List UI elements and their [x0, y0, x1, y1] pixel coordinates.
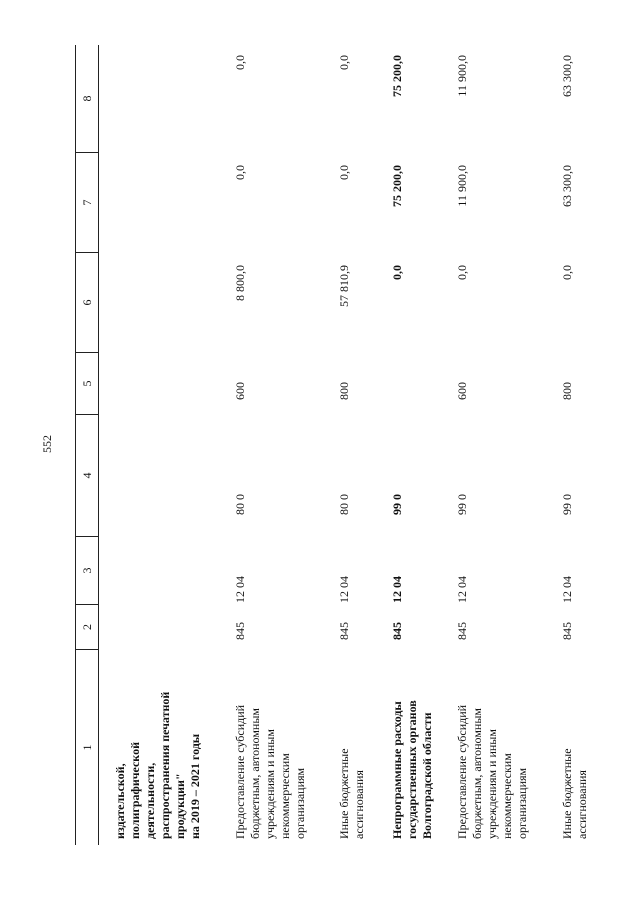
cell-2019: 0,0 [455, 265, 469, 280]
row-name: Предоставление субсидий бюджетным, автономным учреждениям и иным некоммерческим организациям [455, 704, 529, 839]
cell-2020: 0,0 [233, 165, 247, 180]
page-number: 552 [40, 435, 54, 453]
row-name: Предоставление субсидий бюджетным, автономным учреждениям и иным некоммерческим организациям [233, 704, 307, 839]
cell-type: 800 [337, 382, 351, 400]
table-header [75, 45, 99, 845]
cell-2021: 75 200,0 [390, 55, 404, 97]
budget-table [75, 45, 615, 845]
cell-section: 12 04 [560, 576, 574, 603]
cell-section: 12 04 [390, 576, 404, 603]
row-name: Иные бюджетные ассигнования [560, 748, 589, 839]
cell-admin: 845 [233, 622, 247, 640]
cell-admin: 845 [455, 622, 469, 640]
row-name: Непрограммные расходы государственных органов Волгоградской области [390, 700, 434, 839]
cell-admin: 845 [337, 622, 351, 640]
cell-2019: 57 810,9 [337, 265, 351, 307]
cell-target: 99 0 [455, 494, 469, 515]
cell-target: 80 0 [337, 494, 351, 515]
header-col-1: 1 [79, 744, 94, 751]
cell-2019: 0,0 [560, 265, 574, 280]
cell-2020: 0,0 [337, 165, 351, 180]
header-col-4: 4 [76, 415, 98, 537]
header-col-6: 6 [76, 253, 98, 353]
header-col-7: 7 [76, 153, 98, 253]
cell-target: 99 0 [390, 494, 404, 515]
header-col-3: 3 [76, 537, 98, 605]
cell-section: 12 04 [233, 576, 247, 603]
cell-2020: 75 200,0 [390, 165, 404, 207]
cell-type: 800 [560, 382, 574, 400]
cell-2019: 0,0 [390, 265, 404, 280]
cell-type: 600 [233, 382, 247, 400]
header-col-2: 2 [76, 605, 98, 650]
row-name: Иные бюджетные ассигнования [337, 748, 366, 839]
cell-2021: 0,0 [337, 55, 351, 70]
cell-section: 12 04 [337, 576, 351, 603]
cell-admin: 845 [390, 622, 404, 640]
row-name: издательской, полиграфической деятельности, распространения печатной продукции" на 2019 – 2021 годы [113, 691, 202, 839]
cell-target: 80 0 [233, 494, 247, 515]
cell-2021: 0,0 [233, 55, 247, 70]
cell-target: 99 0 [560, 494, 574, 515]
cell-2021: 11 900,0 [455, 55, 469, 97]
cell-2020: 63 300,0 [560, 165, 574, 207]
cell-admin: 845 [560, 622, 574, 640]
cell-2019: 8 800,0 [233, 265, 247, 301]
cell-2021: 63 300,0 [560, 55, 574, 97]
cell-section: 12 04 [455, 576, 469, 603]
cell-2020: 11 900,0 [455, 165, 469, 207]
cell-type: 600 [455, 382, 469, 400]
header-col-5: 5 [76, 353, 98, 415]
header-col-8: 8 [76, 45, 98, 153]
